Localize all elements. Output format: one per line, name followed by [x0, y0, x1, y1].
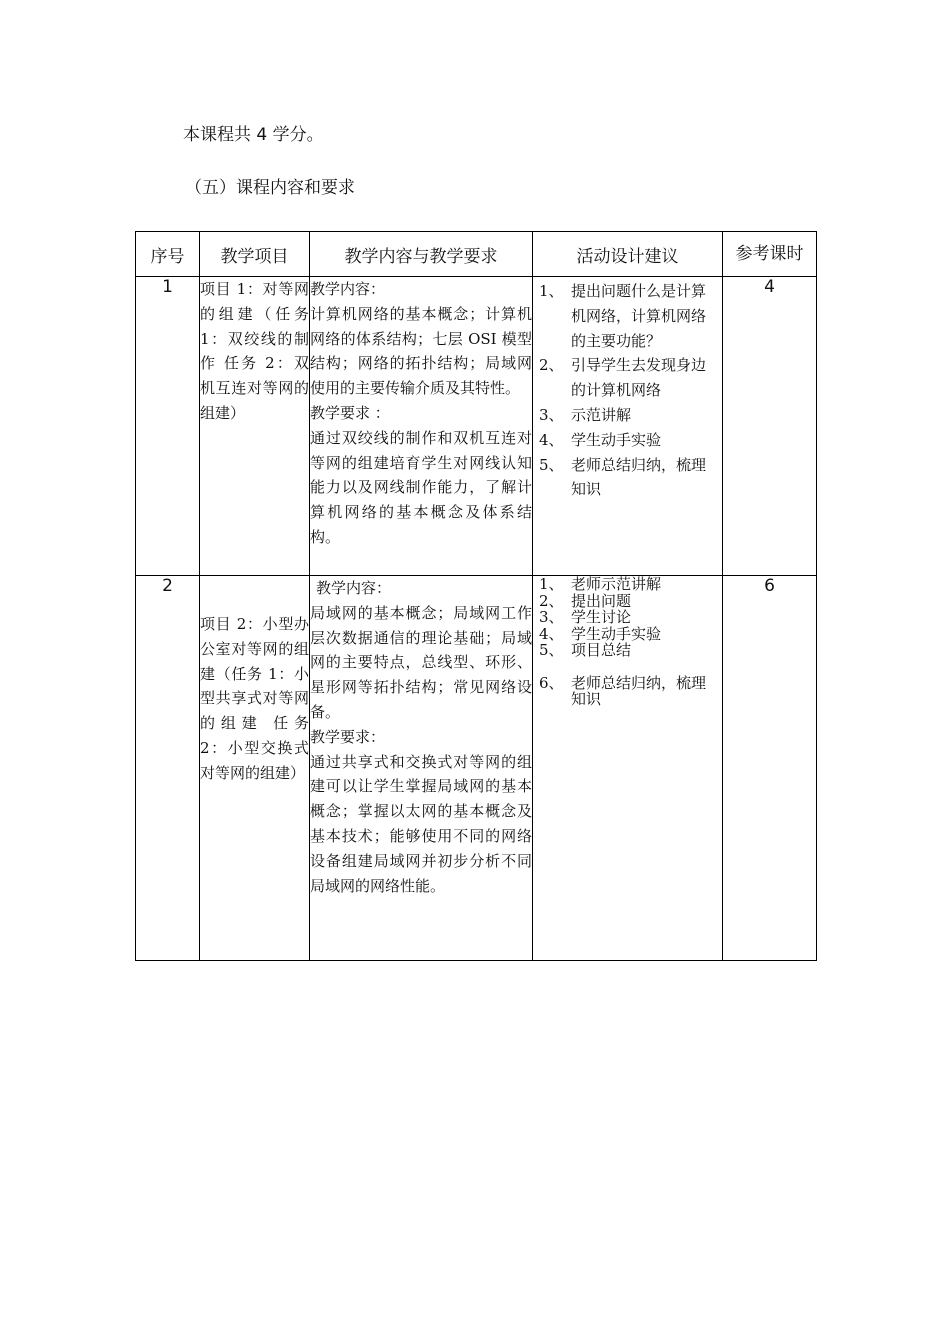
item-number: 4、: [539, 430, 564, 449]
list-item: [539, 609, 716, 626]
row-number: 2: [136, 576, 200, 961]
item-number: 1、: [539, 282, 564, 300]
list-item: [539, 593, 716, 610]
header-content: 教学内容与教学要求: [310, 232, 533, 277]
row-number: 1: [136, 277, 200, 576]
item-number: 5、: [539, 641, 564, 659]
header-project: 教学项目: [200, 232, 310, 277]
item-text: 老师示范讲解: [571, 575, 662, 593]
list-item: [539, 453, 716, 503]
item-number: 4、: [539, 624, 564, 643]
item-text: 引导学生去发现身边的计算机网络: [571, 356, 707, 400]
content-label: 教学内容：: [310, 280, 386, 298]
list-item: [539, 279, 716, 353]
project-cell: 项目 1：对等网的组建（任务 1：双绞线的制作 任务 2：双机互连对等网的组建）: [200, 277, 310, 576]
item-text: 老师总结归纳，梳理知识: [571, 455, 707, 499]
item-text: 提出问题: [571, 591, 632, 610]
content-text: 计算机网络的基本概念；计算机网络的体系结构；七层 OSI 模型结构；网络的拓扑结构；局域网使用的主要传输介质及其特性。: [310, 304, 532, 398]
course-content-table: [135, 231, 817, 961]
activity-list: [533, 576, 722, 708]
list-item: [539, 675, 716, 708]
item-text: 学生讨论: [571, 608, 632, 626]
hours-cell: 6: [723, 576, 817, 961]
item-number: 5、: [539, 455, 564, 474]
item-text: 学生动手实验: [571, 430, 662, 449]
table-header-row: [136, 232, 817, 277]
project-cell: 项目 2：小型办公室对等网的组建（任务 1：小型共享式对等网的组建 任务 2：小型交换式对等网的组建）: [200, 576, 310, 961]
requirement-label: 教学要求：: [310, 727, 386, 746]
table-row: [136, 277, 817, 576]
hours-cell: 4: [723, 277, 817, 576]
requirement-text: 通过双绞线的制作和双机互连对等网的组建培育学生对网线认知能力以及网线制作能力，了解计算机网络的基本概念及体系结构。: [310, 428, 532, 546]
list-item: [539, 403, 716, 428]
activity-cell: [533, 576, 723, 961]
list-item: [539, 626, 716, 643]
item-number: 2、: [539, 591, 564, 610]
list-item: [539, 642, 716, 659]
table-row: [136, 576, 817, 961]
activity-list: [533, 279, 722, 502]
requirement-label: 教学要求 ：: [310, 403, 390, 422]
credit-text: 本课程共 4 学分。: [183, 125, 324, 145]
item-number: 3、: [539, 405, 564, 424]
list-item: [539, 428, 716, 453]
content-text: 局域网的基本概念；局域网工作层次数据通信的理论基础；局域网的主要特点，总线型、环形、星形网等拓扑结构；常见网络设备。: [310, 603, 532, 721]
content-cell: [310, 277, 533, 576]
item-number: 1、: [539, 575, 564, 593]
item-text: 学生动手实验: [571, 624, 662, 643]
item-text: 项目总结: [571, 641, 632, 659]
activity-cell: [533, 277, 723, 576]
header-activity: 活动设计建议: [533, 232, 723, 277]
section-heading: （五）课程内容和要求: [185, 178, 355, 198]
item-number: 2、: [539, 356, 564, 375]
item-text: 老师总结归纳，梳理知识: [571, 673, 707, 708]
content-cell: [310, 576, 533, 961]
item-number: 6、: [539, 673, 564, 692]
header-number: 序号: [136, 232, 200, 277]
header-hours: 参考课时: [723, 232, 817, 277]
requirement-text: 通过共享式和交换式对等网的组建可以让学生掌握局域网的基本概念；掌握以太网的基本概念及基本技术；能够使用不同的网络设备组建局域网并初步分析不同局域网的网络性能。: [310, 752, 532, 895]
item-number: 3、: [539, 608, 564, 626]
content-label: 教学内容：: [316, 579, 392, 597]
item-text: 提出问题什么是计算机网络，计算机网络的主要功能？: [571, 282, 707, 350]
list-item: [539, 576, 716, 593]
list-item: [539, 353, 716, 403]
item-text: 示范讲解: [571, 405, 632, 424]
